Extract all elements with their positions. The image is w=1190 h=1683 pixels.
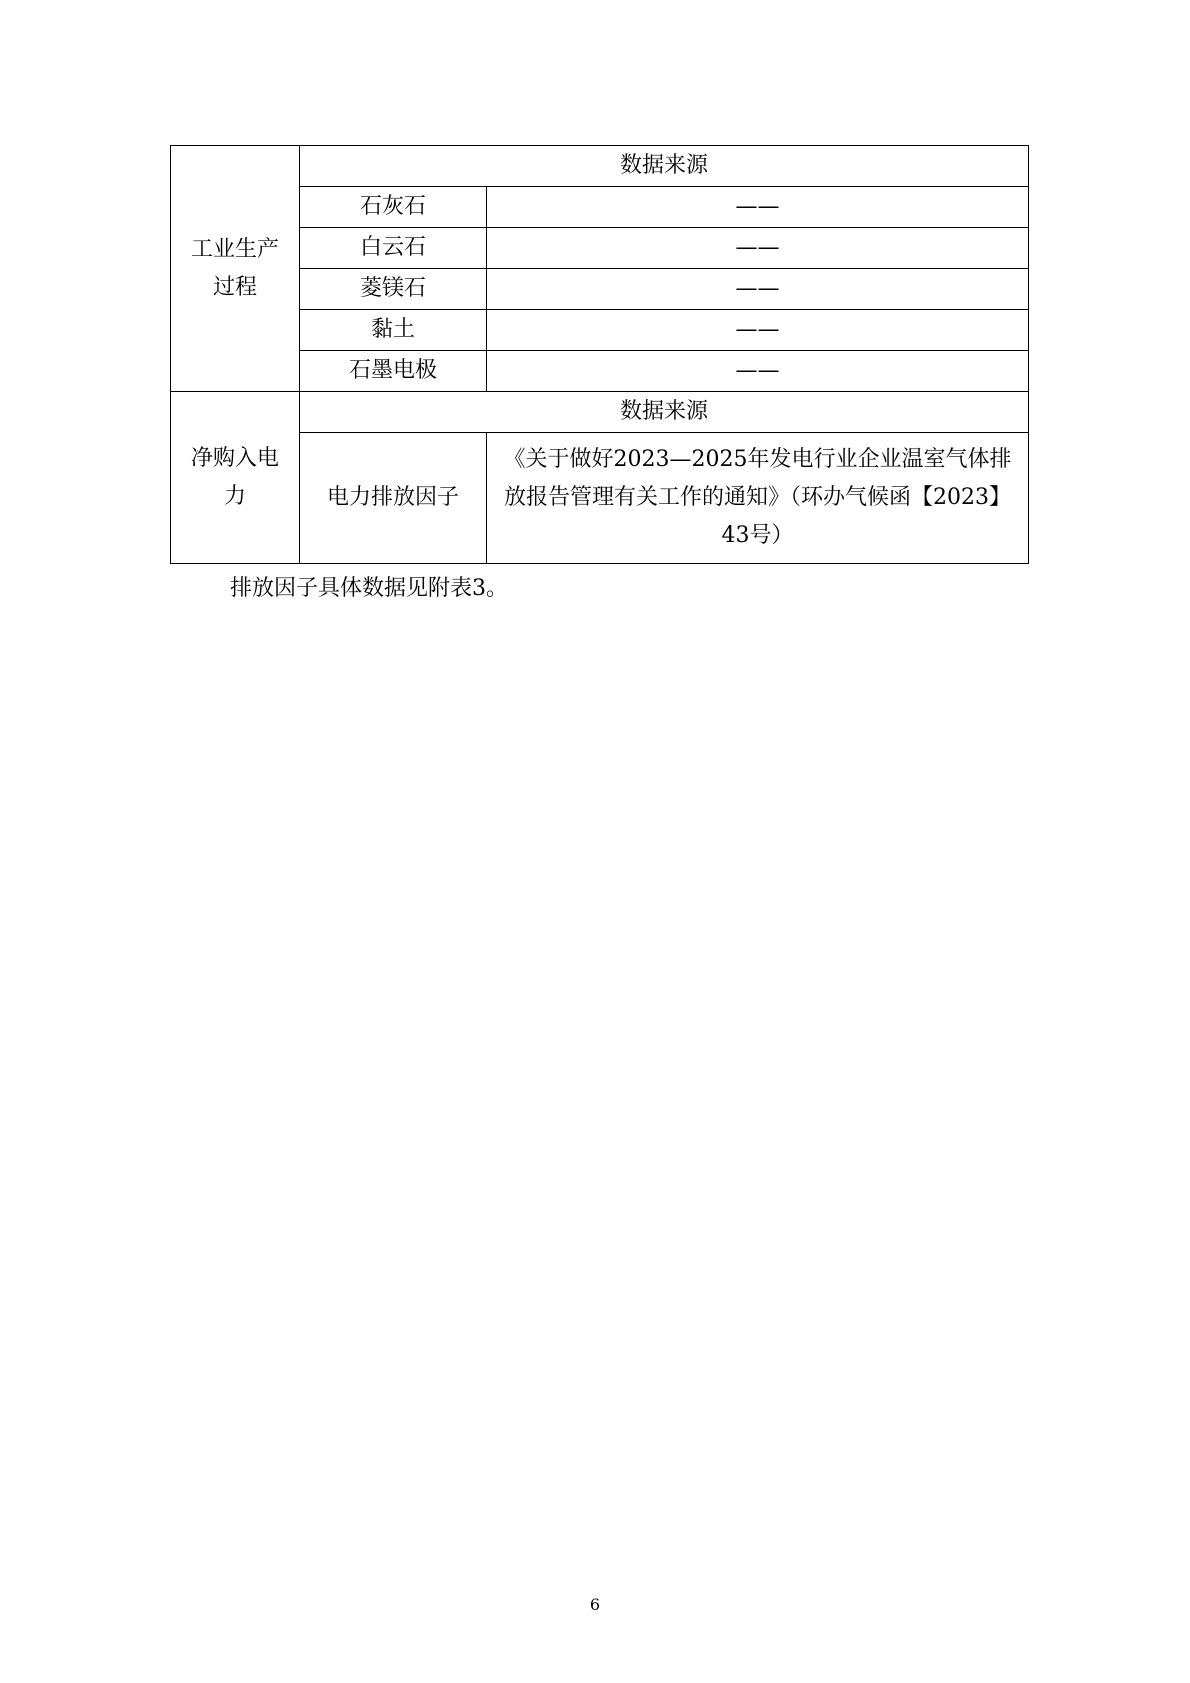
data-source-cell: —— xyxy=(487,310,1029,351)
page-number: 6 xyxy=(589,1595,601,1614)
table-row xyxy=(171,310,1029,351)
material-name-cell: 石墨电极 xyxy=(300,351,487,392)
data-source-cell: —— xyxy=(487,269,1029,310)
table-row xyxy=(171,187,1029,228)
material-name-cell: 白云石 xyxy=(300,228,487,269)
category-cell: 净购入电力 xyxy=(171,392,300,564)
material-name-cell: 黏土 xyxy=(300,310,487,351)
category-cell: 工业生产过程 xyxy=(171,146,300,392)
table-row xyxy=(171,392,1029,433)
data-source-cell: —— xyxy=(487,187,1029,228)
column-header: 数据来源 xyxy=(300,392,1029,433)
column-header: 数据来源 xyxy=(300,146,1029,187)
material-name-cell: 菱镁石 xyxy=(300,269,487,310)
data-source-cell: —— xyxy=(487,228,1029,269)
table-row xyxy=(171,228,1029,269)
emission-factor-source-table xyxy=(170,145,1029,564)
table-row xyxy=(171,269,1029,310)
factor-name-cell: 电力排放因子 xyxy=(300,433,487,564)
material-name-cell: 石灰石 xyxy=(300,187,487,228)
data-source-cell: 《关于做好2023—2025年发电行业企业温室气体排放报告管理有关工作的通知》（环办气候函【2023】43号） xyxy=(487,433,1029,564)
note-paragraph: 排放因子具体数据见附表3。 xyxy=(230,576,508,601)
table-row xyxy=(171,351,1029,392)
data-source-cell: —— xyxy=(487,351,1029,392)
table-row xyxy=(171,433,1029,564)
table-row xyxy=(171,146,1029,187)
